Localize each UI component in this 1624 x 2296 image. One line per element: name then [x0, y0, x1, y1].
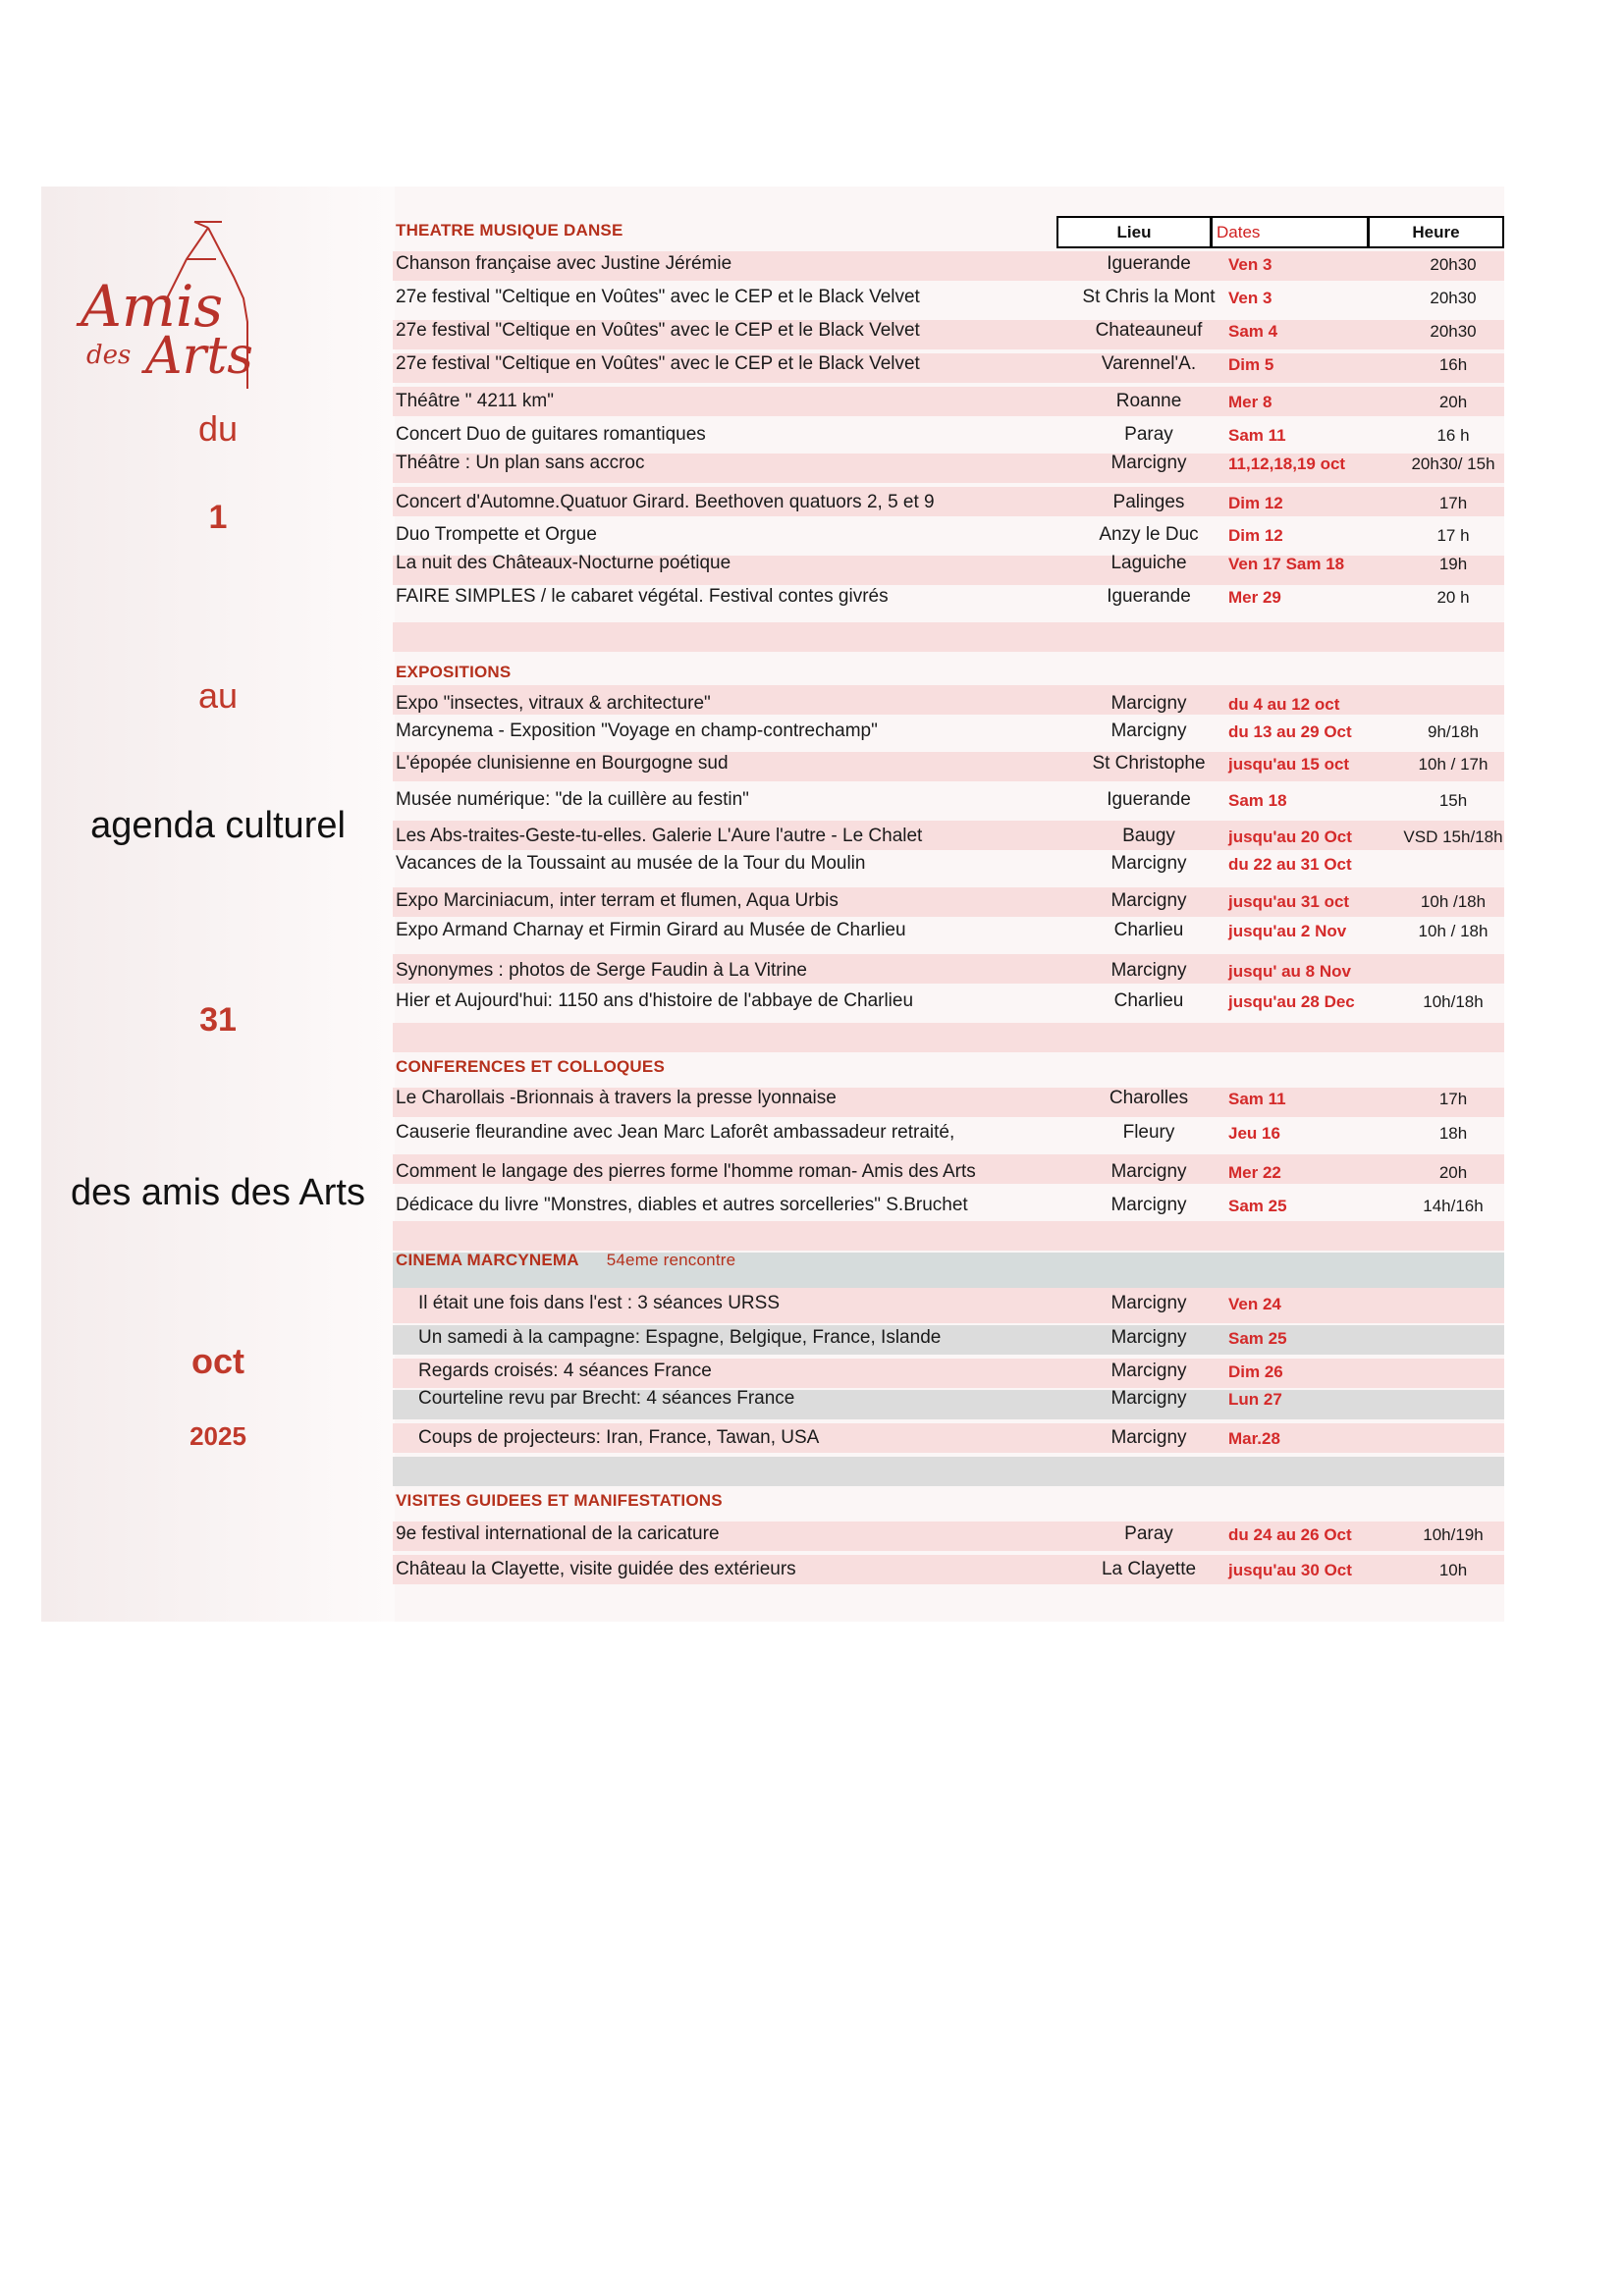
sidebar-start-day: 1: [208, 499, 228, 536]
event-row: [0, 353, 1624, 379]
event-title: 9e festival international de la caricature: [396, 1523, 720, 1544]
event-row: [0, 287, 1624, 312]
row-band: [393, 1221, 1504, 1251]
event-lieu: Marcigny: [1110, 693, 1187, 714]
event-row: [0, 853, 1624, 879]
event-title: Causerie fleurandine avec Jean Marc Laforêt ambassadeur retraité,: [396, 1122, 955, 1143]
event-date: Mer 22: [1228, 1163, 1281, 1182]
event-lieu: Marcigny: [1110, 1195, 1187, 1215]
event-lieu: St Christophe: [1092, 753, 1206, 774]
event-heure: 17 h: [1436, 526, 1470, 545]
event-date: Sam 4: [1228, 322, 1278, 341]
event-row: [0, 1088, 1624, 1113]
event-title: Concert Duo de guitares romantiques: [396, 424, 706, 445]
event-title: Hier et Aujourd'hui: 1150 ans d'histoire de l'abbaye de Charlieu: [396, 990, 914, 1011]
cinema-title: CINEMA MARCYNEMA: [396, 1251, 579, 1269]
event-heure: 10h: [1438, 1561, 1468, 1579]
event-row: [0, 424, 1624, 450]
event-date: Sam 25: [1228, 1329, 1287, 1348]
event-title: Regards croisés: 4 séances France: [418, 1361, 712, 1381]
event-lieu: Iguerande: [1107, 789, 1191, 810]
event-heure: 10h/19h: [1423, 1525, 1484, 1544]
event-title: Concert d'Automne.Quatuor Girard. Beethoven quatuors 2, 5 et 9: [396, 492, 935, 512]
logo-text-des: des: [86, 341, 132, 370]
event-lieu: Marcigny: [1110, 721, 1187, 741]
event-row: [0, 826, 1624, 851]
event-lieu: Fleury: [1122, 1122, 1175, 1143]
event-title: Expo "insectes, vitraux & architecture": [396, 693, 711, 714]
event-heure: 16h: [1438, 355, 1468, 374]
event-title: Courteline revu par Brecht: 4 séances France: [418, 1388, 795, 1409]
event-title: 27e festival "Celtique en Voûtes" avec le CEP et le Black Velvet: [396, 287, 920, 307]
event-lieu: Marcigny: [1110, 453, 1187, 473]
sidebar-end-day: 31: [199, 1001, 237, 1039]
sidebar-subtitle: des amis des Arts: [71, 1172, 365, 1213]
event-date: du 13 au 29 Oct: [1228, 722, 1352, 741]
event-title: Dédicace du livre "Monstres, diables et autres sorcelleries" S.Bruchet: [396, 1195, 968, 1215]
event-lieu: Marcigny: [1110, 853, 1187, 874]
event-row: [0, 492, 1624, 517]
event-title: Expo Armand Charnay et Firmin Girard au Musée de Charlieu: [396, 920, 906, 940]
event-lieu: Roanne: [1115, 391, 1182, 411]
event-heure: VSD 15h/18h: [1403, 828, 1503, 846]
event-lieu: Chateauneuf: [1095, 320, 1203, 341]
event-title: Vacances de la Toussaint au musée de la Tour du Moulin: [396, 853, 866, 874]
cinema-subtitle: 54eme rencontre: [606, 1251, 736, 1269]
event-title: Synonymes : photos de Serge Faudin à La Vitrine: [396, 960, 807, 981]
event-heure: 10h / 17h: [1418, 755, 1489, 774]
logo-text-arts: Arts: [145, 327, 253, 386]
event-row: [0, 1293, 1624, 1318]
event-title: Marcynema - Exposition "Voyage en champ-contrechamp": [396, 721, 878, 741]
event-title: Expo Marciniacum, inter terram et flumen, Aqua Urbis: [396, 890, 839, 911]
event-date: Dim 12: [1228, 494, 1283, 512]
event-heure: 10h /18h: [1420, 892, 1487, 911]
event-lieu: Charlieu: [1113, 990, 1184, 1011]
event-heure: 17h: [1438, 1090, 1468, 1108]
event-title: Théâtre " 4211 km": [396, 391, 554, 411]
row-band: [393, 1023, 1504, 1052]
event-date: Dim 26: [1228, 1362, 1283, 1381]
event-title: Il était une fois dans l'est : 3 séances URSS: [418, 1293, 780, 1313]
sidebar-du: du: [197, 408, 239, 449]
event-row: [0, 1559, 1624, 1584]
event-lieu: Marcigny: [1110, 1327, 1187, 1348]
event-heure: 20 h: [1436, 588, 1470, 607]
sidebar-year: 2025: [189, 1421, 246, 1451]
column-header-lieu: Lieu: [1056, 216, 1212, 248]
event-lieu: Charolles: [1109, 1088, 1189, 1108]
event-heure: 20h30: [1430, 255, 1477, 274]
event-title: Château la Clayette, visite guidée des extérieurs: [396, 1559, 796, 1579]
event-date: jusqu'au 31 oct: [1228, 892, 1350, 911]
event-date: jusqu'au 30 Oct: [1228, 1561, 1352, 1579]
event-heure: 20h: [1438, 393, 1468, 411]
event-date: jusqu'au 28 Dec: [1228, 992, 1355, 1011]
event-date: Mer 8: [1228, 393, 1272, 411]
event-date: Ven 3: [1228, 289, 1272, 307]
event-date: Sam 11: [1228, 426, 1286, 445]
event-heure: 19h: [1438, 555, 1468, 573]
sidebar-month: oct: [191, 1341, 244, 1381]
event-lieu: Charlieu: [1113, 920, 1184, 940]
event-heure: 17h: [1438, 494, 1468, 512]
event-heure: 18h: [1438, 1124, 1468, 1143]
event-row: [0, 1327, 1624, 1353]
event-title: Les Abs-traites-Geste-tu-elles. Galerie L'Aure l'autre - Le Chalet: [396, 826, 923, 846]
event-row: [0, 391, 1624, 416]
column-header-heure: Heure: [1368, 216, 1504, 248]
event-row: [0, 1388, 1624, 1414]
event-lieu: Varennel'A.: [1101, 353, 1197, 374]
event-date: Sam 11: [1228, 1090, 1286, 1108]
event-title: Chanson française avec Justine Jérémie: [396, 253, 732, 274]
sidebar-title: agenda culturel: [90, 805, 346, 846]
event-date: Lun 27: [1228, 1390, 1282, 1409]
event-heure: 9h/18h: [1428, 722, 1479, 741]
row-band: [393, 1457, 1504, 1486]
event-date: Sam 18: [1228, 791, 1287, 810]
event-row: [0, 693, 1624, 719]
event-row: [0, 1161, 1624, 1187]
event-title: Théâtre : Un plan sans accroc: [396, 453, 645, 473]
event-row: [0, 990, 1624, 1016]
event-row: [0, 721, 1624, 746]
event-date: Mer 29: [1228, 588, 1281, 607]
event-lieu: Marcigny: [1110, 1361, 1187, 1381]
event-title: Duo Trompette et Orgue: [396, 524, 597, 545]
event-row: [0, 1195, 1624, 1220]
event-date: Mar.28: [1228, 1429, 1280, 1448]
event-title: 27e festival "Celtique en Voûtes" avec le CEP et le Black Velvet: [396, 353, 920, 374]
event-lieu: Marcigny: [1110, 1388, 1187, 1409]
event-date: jusqu'au 2 Nov: [1228, 922, 1347, 940]
event-title: Musée numérique: "de la cuillère au festin": [396, 789, 749, 810]
event-lieu: St Chris la Mont: [1082, 287, 1216, 307]
event-title: 27e festival "Celtique en Voûtes" avec le CEP et le Black Velvet: [396, 320, 920, 341]
event-date: Ven 17 Sam 18: [1228, 555, 1345, 573]
event-row: [0, 753, 1624, 778]
event-lieu: Palinges: [1112, 492, 1185, 512]
event-heure: 20h30: [1430, 289, 1477, 307]
event-heure: 20h: [1438, 1163, 1468, 1182]
event-date: jusqu'au 20 Oct: [1228, 828, 1352, 846]
event-date: Dim 12: [1228, 526, 1283, 545]
event-lieu: Baugy: [1122, 826, 1175, 846]
event-date: Ven 24: [1228, 1295, 1281, 1313]
event-lieu: Marcigny: [1110, 890, 1187, 911]
event-row: [0, 553, 1624, 578]
event-heure: 10h/18h: [1423, 992, 1484, 1011]
event-title: L'épopée clunisienne en Bourgogne sud: [396, 753, 729, 774]
event-title: FAIRE SIMPLES / le cabaret végétal. Festival contes givrés: [396, 586, 889, 607]
event-row: [0, 320, 1624, 346]
section-title-theatre: THEATRE MUSIQUE DANSE: [396, 221, 623, 240]
section-title-cinema: [396, 1251, 735, 1270]
event-date: 11,12,18,19 oct: [1228, 454, 1346, 473]
event-date: Sam 25: [1228, 1197, 1287, 1215]
event-lieu: Laguiche: [1110, 553, 1187, 573]
event-row: [0, 1122, 1624, 1148]
event-heure: 20h30/ 15h: [1411, 454, 1495, 473]
event-row: [0, 1523, 1624, 1549]
event-date: du 24 au 26 Oct: [1228, 1525, 1352, 1544]
event-heure: 14h/16h: [1423, 1197, 1484, 1215]
event-lieu: Marcigny: [1110, 1427, 1187, 1448]
logo-text-amis: Amis: [81, 273, 224, 340]
section-title-expositions: EXPOSITIONS: [396, 663, 512, 681]
column-header-dates: Dates: [1211, 216, 1369, 248]
event-row: [0, 1361, 1624, 1386]
sidebar-au: au: [197, 675, 239, 716]
event-row: [0, 960, 1624, 986]
event-lieu: Paray: [1124, 1523, 1173, 1544]
event-title: Le Charollais -Brionnais à travers la presse lyonnaise: [396, 1088, 837, 1108]
event-date: Jeu 16: [1228, 1124, 1280, 1143]
event-lieu: Paray: [1124, 424, 1173, 445]
event-lieu: Marcigny: [1110, 960, 1187, 981]
event-row: [0, 1427, 1624, 1453]
event-row: [0, 524, 1624, 550]
event-title: La nuit des Châteaux-Nocturne poétique: [396, 553, 731, 573]
event-heure: 10h / 18h: [1418, 922, 1489, 940]
event-heure: 15h: [1438, 791, 1468, 810]
event-date: jusqu' au 8 Nov: [1228, 962, 1351, 981]
event-lieu: Marcigny: [1110, 1161, 1187, 1182]
event-date: du 4 au 12 oct: [1228, 695, 1340, 714]
event-lieu: Marcigny: [1110, 1293, 1187, 1313]
section-title-conferences: CONFERENCES ET COLLOQUES: [396, 1057, 665, 1076]
event-row: [0, 890, 1624, 916]
event-row: [0, 586, 1624, 612]
event-title: Un samedi à la campagne: Espagne, Belgique, France, Islande: [418, 1327, 942, 1348]
event-date: du 22 au 31 Oct: [1228, 855, 1352, 874]
event-row: [0, 453, 1624, 478]
event-title: Comment le langage des pierres forme l'homme roman- Amis des Arts: [396, 1161, 976, 1182]
event-heure: 16 h: [1436, 426, 1470, 445]
event-title: Coups de projecteurs: Iran, France, Tawan, USA: [418, 1427, 820, 1448]
event-lieu: La Clayette: [1101, 1559, 1197, 1579]
row-band: [393, 622, 1504, 652]
event-lieu: Iguerande: [1107, 586, 1191, 607]
event-row: [0, 920, 1624, 945]
event-row: [0, 789, 1624, 815]
event-row: [0, 253, 1624, 279]
event-heure: 20h30: [1430, 322, 1477, 341]
event-date: Ven 3: [1228, 255, 1272, 274]
event-date: Dim 5: [1228, 355, 1274, 374]
section-title-visites: VISITES GUIDEES ET MANIFESTATIONS: [396, 1491, 723, 1510]
event-lieu: Iguerande: [1107, 253, 1191, 274]
event-lieu: Anzy le Duc: [1099, 524, 1199, 545]
event-date: jusqu'au 15 oct: [1228, 755, 1350, 774]
